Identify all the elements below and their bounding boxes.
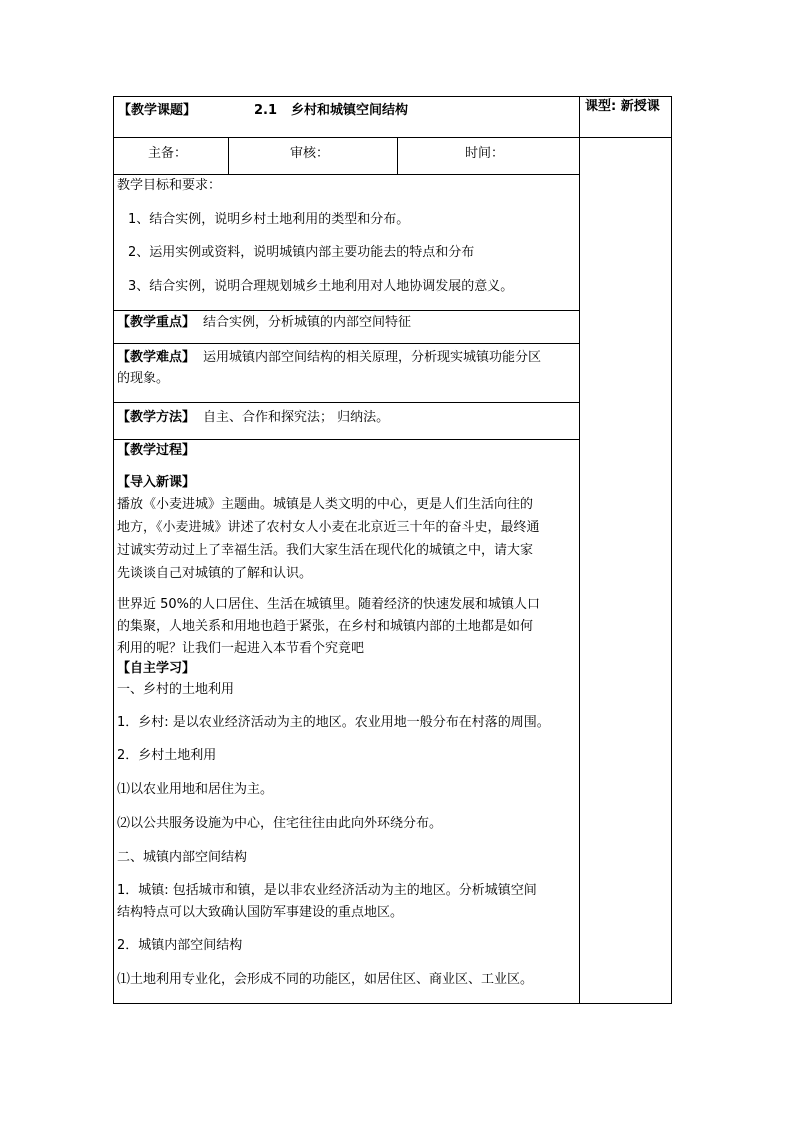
difficulty-text: 运用城镇内部空间结构的相关原理，分析现实城镇功能分区	[203, 350, 542, 365]
self-study-label: 【自主学习】	[117, 661, 196, 676]
intro-line: 过诚实劳动过上了幸福生活。我们大家生活在现代化的城镇之中，请大家	[117, 543, 534, 558]
preparer-label: 主备：	[148, 146, 188, 161]
section2-title: 二、城镇内部空间结构	[117, 850, 248, 865]
objective-item: 3、结合实例，说明合理规划城乡土地利用对人地协调发展的意义。	[128, 279, 514, 294]
key-point-text: 结合实例，分析城镇的内部空间特征	[203, 315, 412, 330]
reviewer-label: 审核：	[290, 146, 330, 161]
staff-cell-divider	[228, 137, 229, 174]
course-type: 课型: 新授课	[585, 99, 660, 114]
row-divider	[579, 137, 671, 138]
s2-item1: 1．城镇: 包括城市和镇，是以非农业经济活动为主的地区。分析城镇空间	[117, 883, 537, 898]
s1-item2b: ⑵以公共服务设施为中心，住宅往往由此向外环绕分布。	[117, 816, 443, 831]
s1-item2: 2．乡村土地利用	[117, 748, 217, 763]
objective-item: 1、结合实例，说明乡村土地利用的类型和分布。	[128, 212, 410, 227]
row-divider	[113, 310, 579, 311]
intro2-line: 利用的呢？让我们一起进入本节看个究竟吧	[117, 641, 365, 656]
s1-item2a: ⑴以农业用地和居住为主。	[117, 782, 274, 797]
intro-line: 地方，《小麦进城》讲述了农村女人小麦在北京近三十年的奋斗史，最终通	[117, 520, 540, 535]
time-label: 时间：	[465, 146, 505, 161]
intro2-line: 的集聚，人地关系和用地也趋于紧张，在乡村和城镇内部的土地都是如何	[117, 619, 534, 634]
topic-title: 乡村和城镇空间结构	[291, 103, 409, 118]
s2-item1-cont: 结构特点可以大致确认国防军事建设的重点地区。	[117, 905, 404, 920]
method-label: 【教学方法】	[117, 410, 196, 425]
key-point-label: 【教学重点】	[117, 315, 196, 330]
s2-item2: 2．城镇内部空间结构	[117, 938, 243, 953]
intro-line: 播放《小麦进城》主题曲。城镇是人类文明的中心，更是人们生活向往的	[117, 497, 534, 512]
staff-cell-divider	[397, 137, 398, 174]
difficulty-text-cont: 的现象。	[117, 371, 170, 386]
difficulty-label: 【教学难点】	[117, 350, 196, 365]
s2-item2a: ⑴土地利用专业化，会形成不同的功能区，如居住区、商业区、工业区。	[117, 972, 534, 987]
objective-item: 2、运用实例或资料，说明城镇内部主要功能去的特点和分布	[128, 245, 475, 260]
objectives-heading: 教学目标和要求：	[117, 178, 222, 193]
intro-line: 先谈谈自己对城镇的了解和认识。	[117, 566, 313, 581]
intro2-line: 世界近 50%的人口居住、生活在城镇里。随着经济的快速发展和城镇人口	[117, 597, 541, 612]
row-divider	[113, 402, 579, 403]
row-divider	[113, 174, 579, 175]
section1-title: 一、乡村的土地利用	[117, 682, 235, 697]
method-text: 自主、合作和探究法； 归纳法。	[203, 410, 390, 425]
intro-label: 【导入新课】	[117, 475, 196, 490]
process-label: 【教学过程】	[117, 443, 196, 458]
row-divider	[113, 343, 579, 344]
topic-number: 2.1	[254, 103, 278, 118]
right-column-divider	[579, 96, 580, 1004]
topic-label: 【教学课题】	[118, 103, 197, 118]
row-divider	[113, 137, 579, 138]
s1-item1: 1．乡村: 是以农业经济活动为主的地区。农业用地一般分布在村落的周围。	[117, 715, 550, 730]
row-divider	[113, 439, 579, 440]
